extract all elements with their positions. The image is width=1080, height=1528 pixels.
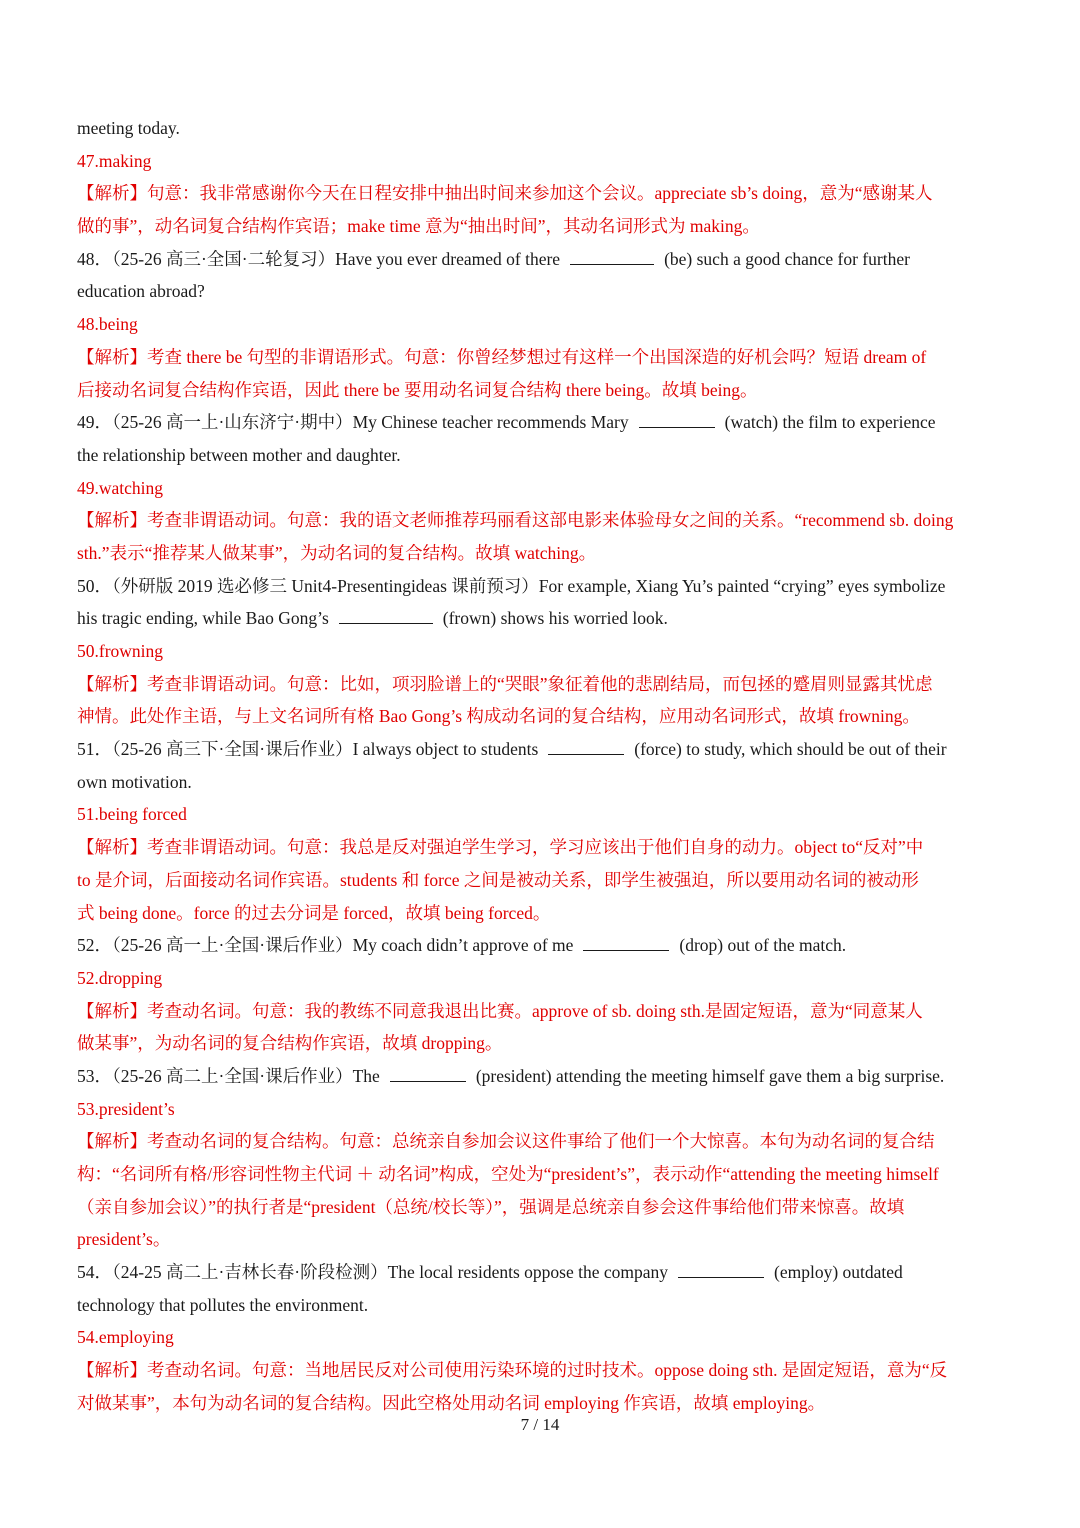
question-line [77, 733, 1017, 766]
page-number: 7 / 14 [520, 1415, 560, 1434]
answer-text: 53.president’s [77, 1098, 175, 1119]
body-text: own motivation. [77, 771, 192, 792]
answer-line [77, 537, 1017, 570]
answer-line [77, 897, 1017, 930]
answer-text: to 是介词，后面接动名词作宾语。students 和 force 之间是被动关系，即学生被强迫，所以要用动名词的被动形 [77, 869, 919, 890]
answer-text: 49.watching [77, 477, 164, 498]
answer-line [77, 341, 1017, 374]
question-text: his tragic ending, while Bao Gong’s [77, 608, 329, 629]
answer-text: sth.”表示“推荐某人做某事”，为动名词的复合结构。故填 watching。 [77, 542, 597, 563]
answer-text: 51.being forced [77, 804, 187, 825]
answer-text: 后接动名词复合结构作宾语，因此 there be 要用动名词复合结构 there being。故填 being。 [77, 379, 758, 400]
answer-line [77, 1321, 1017, 1354]
answer-text: 【解析】考查非谓语动词。句意：我总是反对强迫学生学习，学习应该出于他们自身的动力。object to“反对”中 [77, 837, 924, 858]
answer-text: 神情。此处作主语，与上文名词所有格 Bao Gong’s 构成动名词的复合结构，应用动名词形式，故填 frowning。 [77, 706, 920, 727]
answer-line [77, 700, 1017, 733]
answer-text: 54.employing [77, 1327, 174, 1348]
question-text: 53．（25-26 高二上·全国·课后作业）The [77, 1065, 380, 1086]
answer-blank [339, 605, 433, 624]
question-text: 52．（25-26 高一上·全国·课后作业）My coach didn’t approve of me [77, 935, 574, 956]
answer-text: 【解析】考查 there be 句型的非谓语形式。句意：你曾经梦想过有这样一个出国深造的好机会吗？短语 dream of [77, 346, 927, 367]
answer-line [77, 1093, 1017, 1126]
answer-text: 做某事”，为动名词的复合结构作宾语，故填 dropping。 [77, 1033, 503, 1054]
question-line [77, 1256, 1017, 1289]
answer-blank [548, 736, 624, 755]
question-text: 54．（24-25 高二上·吉林长春·阶段检测）The local residents oppose the company [77, 1262, 669, 1283]
text-line [77, 275, 1017, 308]
answer-line [77, 1191, 1017, 1224]
answer-blank [678, 1259, 764, 1278]
question-text-cont: (drop) out of the match. [679, 935, 847, 956]
answer-text: president’s。 [77, 1229, 171, 1250]
text-line [77, 1289, 1017, 1322]
answer-line [77, 177, 1017, 210]
question-text: 51．（25-26 高三下·全国·课后作业）I always object to students [77, 739, 539, 760]
answer-text: 【解析】句意：我非常感谢你今天在日程安排中抽出时间来参加这个会议。appreciate sb’s doing，意为“感谢某人 [77, 183, 933, 204]
body-text: technology that pollutes the environment. [77, 1294, 369, 1315]
answer-blank [570, 246, 654, 265]
body-text: meeting today. [77, 118, 180, 138]
answer-line [77, 995, 1017, 1028]
question-text-cont: (frown) shows his worried look. [442, 608, 668, 629]
answer-text: 【解析】考查动名词。句意：当地居民反对公司使用污染环境的过时技术。oppose doing sth. 是固定短语，意为“反 [77, 1360, 948, 1381]
question-line [77, 1060, 1017, 1093]
answer-text: 47.making [77, 150, 152, 171]
question-text-cont: (president) attending the meeting himself gave them a big surprise. [475, 1065, 945, 1086]
question-text: 48．（25-26 高三·全国·二轮复习）Have you ever dreamed of there [77, 248, 561, 269]
answer-line [77, 1027, 1017, 1060]
question-text: 50．（外研版 2019 选必修三 Unit4-Presentingideas 课前预习）For example, Xiang Yu’s painted “crying” eyes symbolize [77, 575, 946, 596]
answer-text: 对做某事”，本句为动名词的复合结构。因此空格处用动名词 employing 作宾语，故填 employing。 [77, 1392, 826, 1413]
answer-text: 50.frowning [77, 641, 164, 661]
answer-line [77, 1223, 1017, 1256]
question-text-cont: (be) such a good chance for further [664, 248, 910, 269]
answer-text: 48.being [77, 314, 138, 335]
answer-line [77, 504, 1017, 537]
body-text: education abroad? [77, 281, 205, 302]
question-text-cont: (watch) the film to experience [724, 412, 936, 433]
answer-line [77, 962, 1017, 995]
answer-line [77, 1158, 1017, 1191]
answer-line [77, 1354, 1017, 1387]
answer-line [77, 864, 1017, 897]
answer-line [77, 145, 1017, 178]
body-text: the relationship between mother and daughter. [77, 444, 401, 465]
question-text-cont: (force) to study, which should be out of their [634, 739, 947, 760]
answer-blank [390, 1063, 466, 1082]
question-line [77, 602, 1017, 635]
answer-text: 【解析】考查非谓语动词。句意：我的语文老师推荐玛丽看这部电影来体验母女之间的关系。“recommend sb. doing [77, 510, 954, 531]
answer-line [77, 668, 1017, 701]
question-line [77, 570, 1017, 603]
question-line [77, 243, 1017, 276]
answer-line [77, 210, 1017, 243]
answer-text: 做的事”，动名词复合结构作宾语；make time 意为“抽出时间”，其动名词形式为 making。 [77, 216, 760, 237]
answer-text: 【解析】考查动名词的复合结构。句意：总统亲自参加会议这件事给了他们一个大惊喜。本句为动名词的复合结 [77, 1131, 935, 1152]
answer-text: 构：“名词所有格/形容词性物主代词 ＋ 动名词”构成，空处为“president’s”，表示动作“attending the meeting himself [77, 1164, 939, 1184]
answer-text: 52.dropping [77, 967, 163, 988]
question-text: 49．（25-26 高一上·山东济宁·期中）My Chinese teacher recommends Mary [77, 412, 629, 433]
question-line [77, 929, 1017, 962]
answer-line [77, 798, 1017, 831]
answer-line [77, 635, 1017, 668]
answer-line [77, 1125, 1017, 1158]
answer-text: 式 being done。force 的过去分词是 forced，故填 being forced。 [77, 902, 551, 923]
answer-line [77, 831, 1017, 864]
question-text-cont: (employ) outdated [774, 1262, 903, 1283]
page-content [77, 112, 1017, 1420]
text-line [77, 766, 1017, 799]
answer-text: 【解析】考查非谓语动词。句意：比如，项羽脸谱上的“哭眼”象征着他的悲剧结局，而包拯的蹙眉则显露其忧虑 [77, 673, 933, 694]
text-line [77, 439, 1017, 472]
text-line [77, 112, 1017, 145]
answer-blank [639, 409, 715, 428]
answer-line [77, 308, 1017, 341]
question-line [77, 406, 1017, 439]
answer-text: （亲自参加会议）”的执行者是“president（总统/校长等）”，强调是总统亲自参会这件事给他们带来惊喜。故填 [77, 1196, 905, 1217]
answer-line [77, 374, 1017, 407]
answer-line [77, 472, 1017, 505]
answer-blank [583, 932, 669, 951]
answer-text: 【解析】考查动名词。句意：我的教练不同意我退出比赛。approve of sb. doing sth.是固定短语，意为“同意某人 [77, 1000, 923, 1021]
